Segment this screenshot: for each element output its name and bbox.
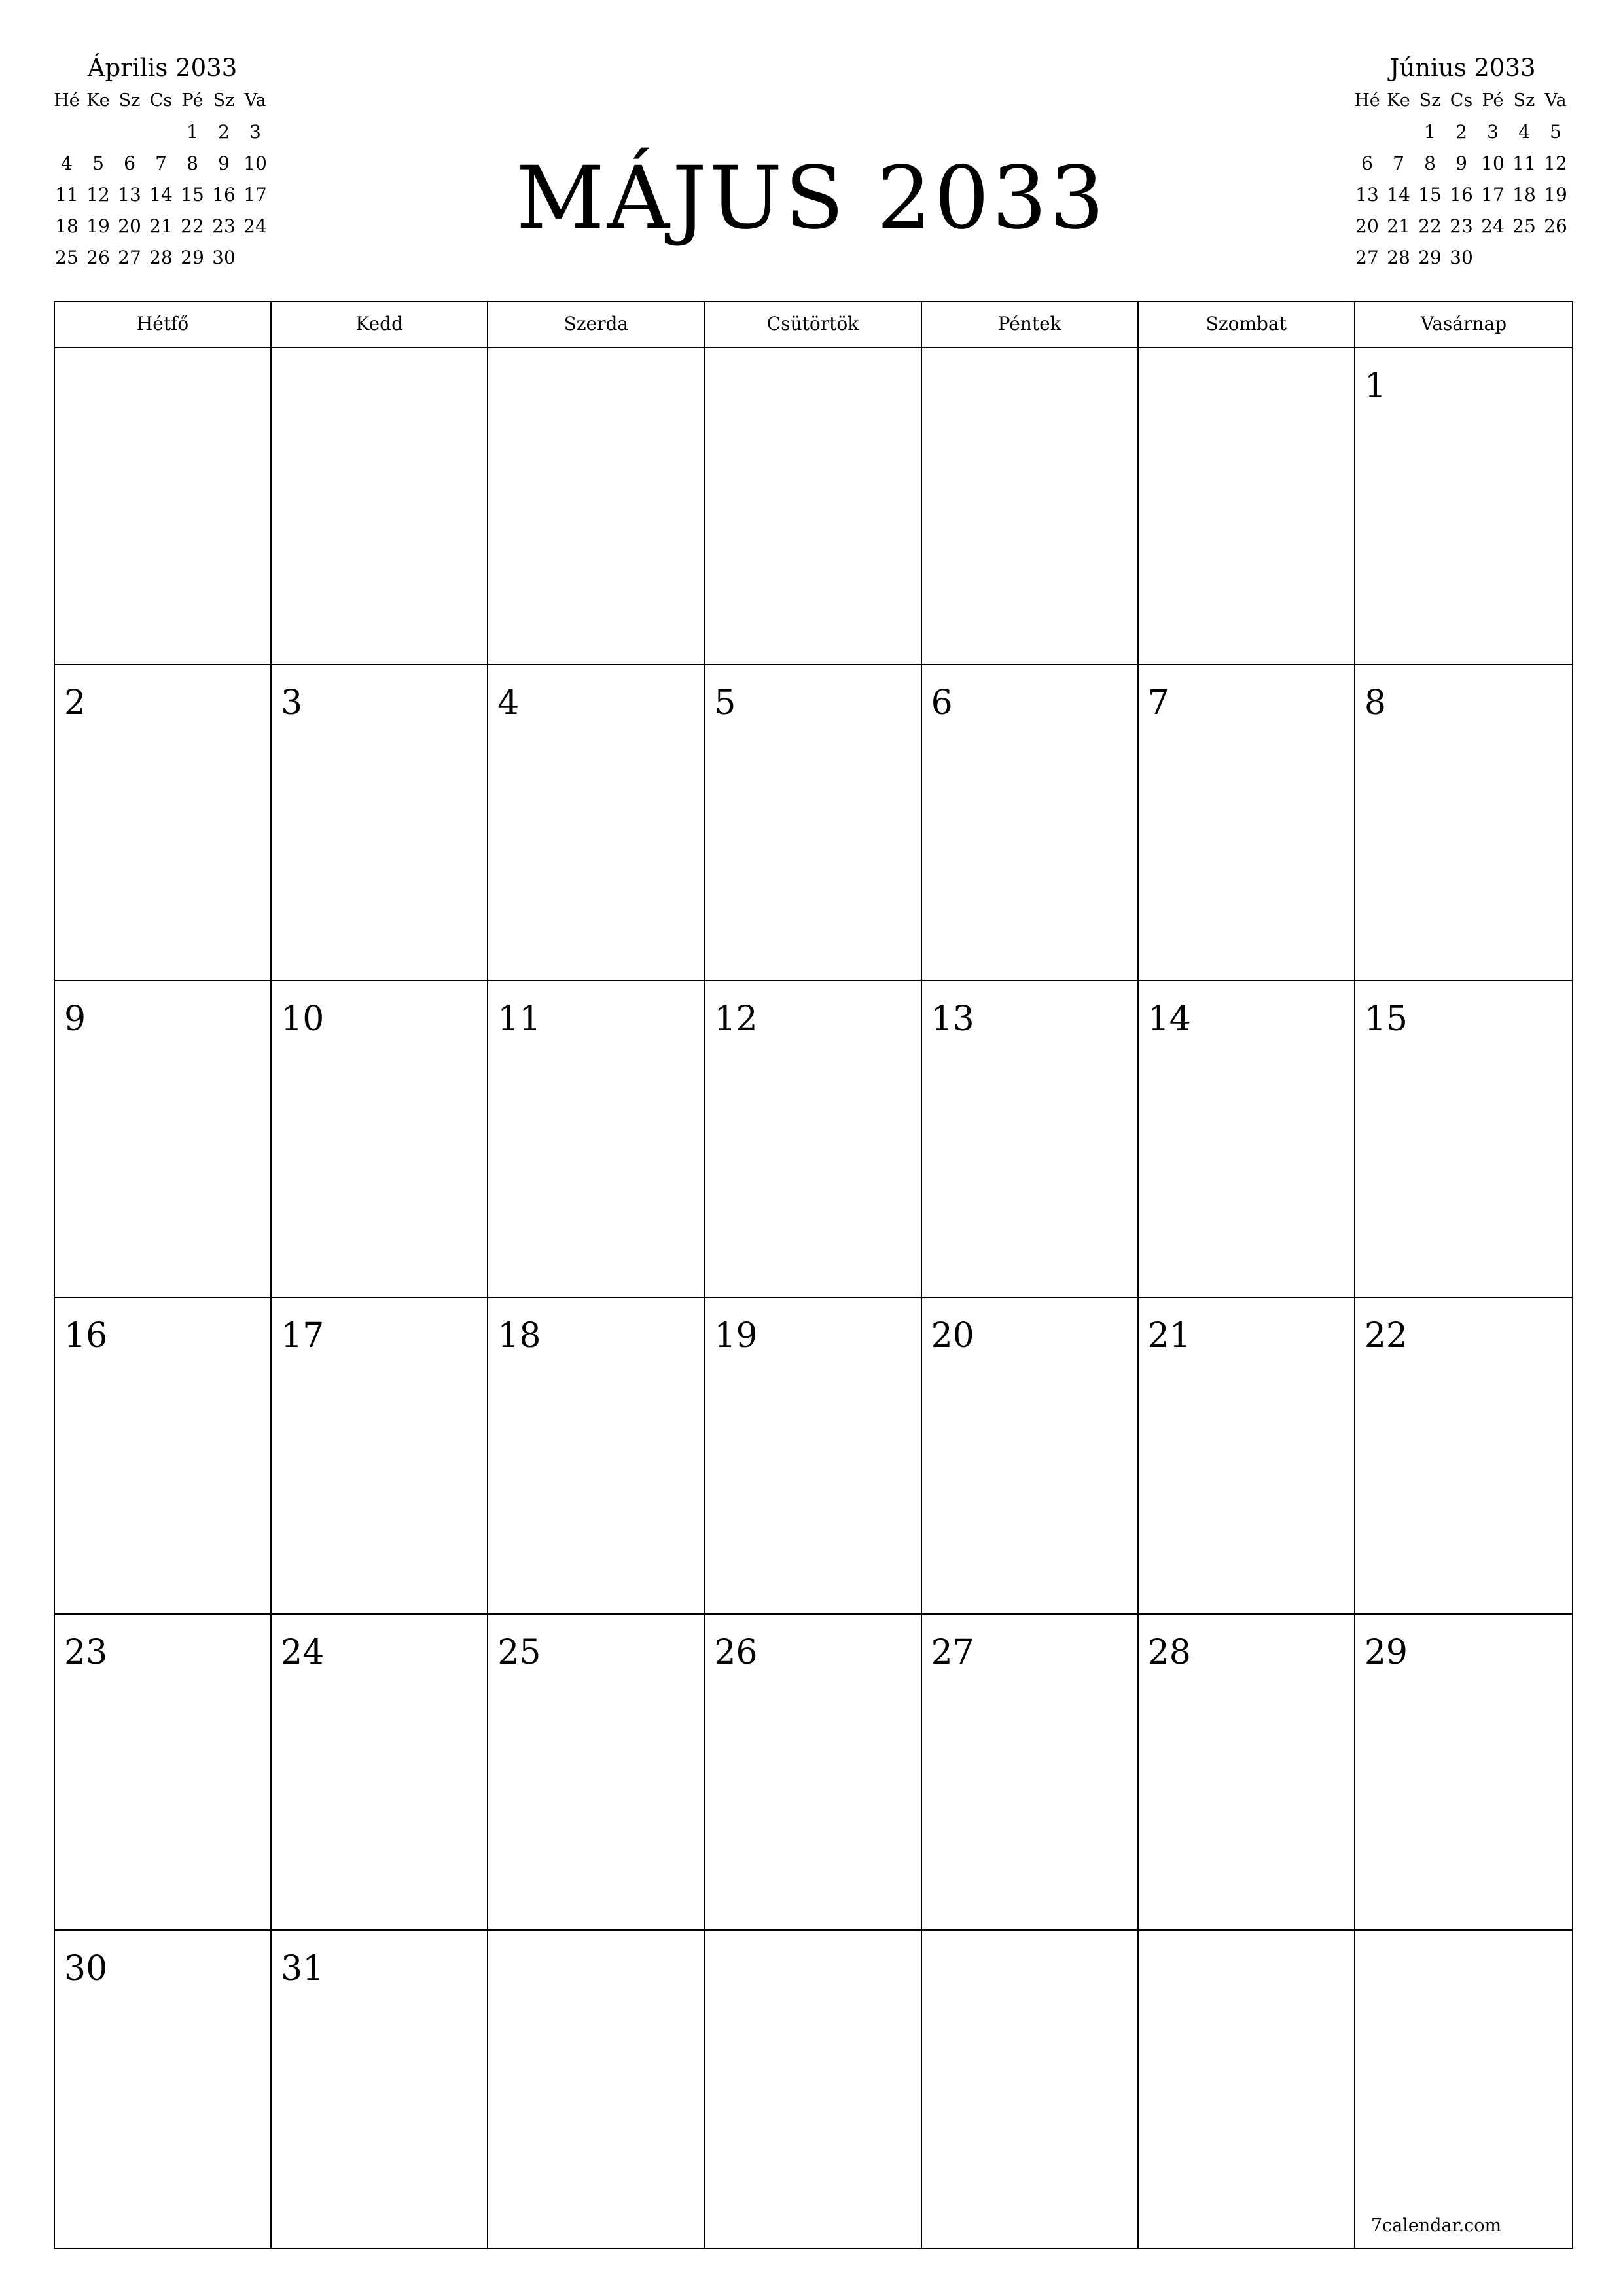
weekday-header: Szombat	[1139, 302, 1355, 348]
mini-day: 15	[1418, 184, 1442, 206]
mini-day: 10	[1481, 152, 1505, 174]
day-number: 8	[1364, 683, 1386, 723]
mini-day: 29	[181, 247, 204, 268]
weekday-header: Vasárnap	[1355, 302, 1572, 348]
mini-weekday-label: Sz	[213, 90, 235, 111]
day-cell[interactable]	[705, 981, 921, 1298]
mini-day: 27	[1355, 247, 1379, 268]
day-cell[interactable]	[922, 1931, 1139, 2248]
mini-day: 4	[1518, 121, 1530, 143]
day-number: 1	[1364, 367, 1386, 406]
day-cell[interactable]	[55, 981, 272, 1298]
footer-site-label: 7calendar.com	[1370, 2215, 1502, 2236]
day-number: 21	[1147, 1316, 1191, 1355]
day-number: 2	[64, 683, 86, 723]
mini-day: 1	[1424, 121, 1436, 143]
mini-calendar-title: Június 2033	[1389, 54, 1536, 82]
day-cell[interactable]	[272, 1298, 488, 1615]
day-number: 18	[497, 1316, 541, 1355]
mini-day: 13	[1355, 184, 1379, 206]
mini-day: 6	[1361, 152, 1373, 174]
mini-day	[1477, 242, 1508, 274]
day-number: 28	[1147, 1632, 1191, 1672]
mini-weekday-label: Cs	[1450, 90, 1473, 111]
day-cell[interactable]	[55, 1298, 272, 1615]
mini-day	[1383, 117, 1414, 148]
day-cell[interactable]	[1355, 1931, 1572, 2248]
mini-day: 6	[124, 152, 135, 174]
mini-day: 4	[61, 152, 73, 174]
day-number: 24	[281, 1632, 325, 1672]
mini-weekday-label: Sz	[1513, 90, 1535, 111]
mini-day: 19	[1544, 184, 1567, 206]
weekday-header: Hétfő	[55, 302, 272, 348]
day-cell[interactable]	[488, 348, 705, 665]
mini-day: 7	[1393, 152, 1404, 174]
weekday-header: Szerda	[488, 302, 705, 348]
mini-day: 24	[243, 215, 267, 237]
day-cell[interactable]	[488, 1298, 705, 1615]
mini-day: 8	[187, 152, 198, 174]
day-cell[interactable]	[1355, 1615, 1572, 1931]
day-cell[interactable]	[922, 665, 1139, 982]
day-cell[interactable]	[488, 665, 705, 982]
day-cell[interactable]	[1139, 665, 1355, 982]
mini-day: 18	[1512, 184, 1536, 206]
day-cell[interactable]	[272, 1615, 488, 1931]
day-number: 23	[64, 1632, 108, 1672]
mini-day: 28	[1387, 247, 1410, 268]
mini-day: 17	[243, 184, 267, 206]
mini-day: 26	[1544, 215, 1567, 237]
mini-day: 20	[118, 215, 141, 237]
mini-calendar-grid	[51, 85, 274, 274]
day-number: 31	[281, 1949, 325, 1989]
mini-day: 16	[212, 184, 236, 206]
day-cell[interactable]	[1355, 348, 1572, 665]
day-number: 13	[931, 999, 974, 1039]
mini-day	[51, 117, 82, 148]
mini-weekday-label: Pé	[181, 90, 204, 111]
mini-day: 20	[1355, 215, 1379, 237]
mini-day: 25	[55, 247, 79, 268]
mini-weekday-label: Va	[244, 90, 266, 111]
mini-day: 27	[118, 247, 141, 268]
mini-day: 9	[1455, 152, 1467, 174]
mini-day: 22	[181, 215, 204, 237]
mini-day: 8	[1424, 152, 1436, 174]
mini-day: 21	[149, 215, 173, 237]
mini-calendar-title: Április 2033	[87, 54, 238, 82]
day-number: 20	[931, 1316, 974, 1355]
mini-day: 30	[212, 247, 236, 268]
mini-day: 29	[1418, 247, 1442, 268]
day-cell[interactable]	[272, 665, 488, 982]
mini-day: 2	[1455, 121, 1467, 143]
day-cell[interactable]	[1355, 665, 1572, 982]
day-cell[interactable]	[55, 665, 272, 982]
day-number: 3	[281, 683, 303, 723]
mini-day: 3	[1487, 121, 1499, 143]
day-cell[interactable]	[1139, 981, 1355, 1298]
mini-day: 18	[55, 215, 79, 237]
mini-day: 3	[249, 121, 261, 143]
mini-calendar-previous	[51, 51, 274, 274]
mini-day	[145, 117, 177, 148]
day-number: 17	[281, 1316, 325, 1355]
mini-calendar-next	[1351, 51, 1574, 274]
day-cell[interactable]	[705, 1615, 921, 1931]
day-number: 12	[714, 999, 758, 1039]
day-number: 27	[931, 1632, 974, 1672]
day-cell[interactable]	[922, 348, 1139, 665]
mini-day: 14	[1387, 184, 1410, 206]
day-number: 30	[64, 1949, 108, 1989]
day-cell[interactable]	[1139, 1931, 1355, 2248]
day-number: 10	[281, 999, 325, 1039]
day-cell[interactable]	[272, 981, 488, 1298]
day-number: 16	[64, 1316, 108, 1355]
mini-weekday-label: Va	[1544, 90, 1567, 111]
mini-weekday-label: Cs	[149, 90, 173, 111]
mini-day: 1	[187, 121, 198, 143]
mini-day: 24	[1481, 215, 1505, 237]
mini-weekday-label: Ke	[1387, 90, 1410, 111]
day-number: 26	[714, 1632, 758, 1672]
day-number: 7	[1147, 683, 1169, 723]
day-cell[interactable]	[488, 981, 705, 1298]
day-cell[interactable]	[1139, 348, 1355, 665]
day-number: 6	[931, 683, 953, 723]
mini-day: 21	[1387, 215, 1410, 237]
mini-weekday-label: Hé	[1354, 90, 1380, 111]
mini-day: 5	[92, 152, 104, 174]
mini-weekday-label: Ke	[86, 90, 110, 111]
day-number: 9	[64, 999, 86, 1039]
mini-day: 15	[181, 184, 204, 206]
day-cell[interactable]	[272, 1931, 488, 2248]
day-cell[interactable]	[55, 348, 272, 665]
mini-day	[1508, 242, 1540, 274]
day-cell[interactable]	[272, 348, 488, 665]
day-cell[interactable]	[1139, 1615, 1355, 1931]
mini-day	[82, 117, 114, 148]
day-number: 14	[1147, 999, 1191, 1039]
mini-weekday-label: Hé	[54, 90, 80, 111]
day-cell[interactable]	[1139, 1298, 1355, 1615]
day-cell[interactable]	[1355, 1298, 1572, 1615]
weekday-header: Csütörtök	[705, 302, 921, 348]
day-cell[interactable]	[55, 1615, 272, 1931]
day-number: 25	[497, 1632, 541, 1672]
day-number: 29	[1364, 1632, 1408, 1672]
day-number: 5	[714, 683, 736, 723]
day-cell[interactable]	[922, 1298, 1139, 1615]
day-number: 15	[1364, 999, 1408, 1039]
mini-day: 14	[149, 184, 173, 206]
mini-day: 22	[1418, 215, 1442, 237]
day-cell[interactable]	[488, 1615, 705, 1931]
day-cell[interactable]	[705, 1298, 921, 1615]
day-number: 22	[1364, 1316, 1408, 1355]
mini-day: 23	[212, 215, 236, 237]
mini-day: 11	[55, 184, 79, 206]
mini-day: 13	[118, 184, 141, 206]
mini-day: 19	[86, 215, 110, 237]
day-cell[interactable]	[1355, 981, 1572, 1298]
mini-calendar-grid	[1351, 85, 1574, 274]
mini-day: 5	[1550, 121, 1561, 143]
mini-day: 9	[218, 152, 230, 174]
mini-day: 11	[1512, 152, 1536, 174]
mini-day: 17	[1481, 184, 1505, 206]
mini-day: 10	[243, 152, 267, 174]
mini-day: 23	[1450, 215, 1473, 237]
mini-weekday-label: Pé	[1482, 90, 1504, 111]
mini-day	[1351, 117, 1383, 148]
mini-day	[114, 117, 145, 148]
mini-day: 12	[1544, 152, 1567, 174]
day-cell[interactable]	[705, 665, 921, 982]
month-grid	[54, 301, 1573, 2249]
mini-day: 25	[1512, 215, 1536, 237]
day-number: 19	[714, 1316, 758, 1355]
mini-weekday-label: Sz	[118, 90, 141, 111]
mini-day	[240, 242, 271, 274]
mini-weekday-label: Sz	[1419, 90, 1441, 111]
mini-day: 26	[86, 247, 110, 268]
mini-day: 2	[218, 121, 230, 143]
mini-day: 28	[149, 247, 173, 268]
mini-day: 30	[1450, 247, 1473, 268]
page-title: MÁJUS 2033	[516, 148, 1107, 249]
day-cell[interactable]	[922, 981, 1139, 1298]
day-cell[interactable]	[705, 1931, 921, 2248]
day-cell[interactable]	[705, 348, 921, 665]
weekday-header: Kedd	[272, 302, 488, 348]
weekday-header: Péntek	[922, 302, 1139, 348]
day-cell[interactable]	[55, 1931, 272, 2248]
day-cell[interactable]	[488, 1931, 705, 2248]
day-number: 4	[497, 683, 520, 723]
day-cell[interactable]	[922, 1615, 1139, 1931]
mini-day: 12	[86, 184, 110, 206]
mini-day	[1540, 242, 1571, 274]
mini-day: 7	[155, 152, 167, 174]
day-number: 11	[497, 999, 541, 1039]
mini-day: 16	[1450, 184, 1473, 206]
